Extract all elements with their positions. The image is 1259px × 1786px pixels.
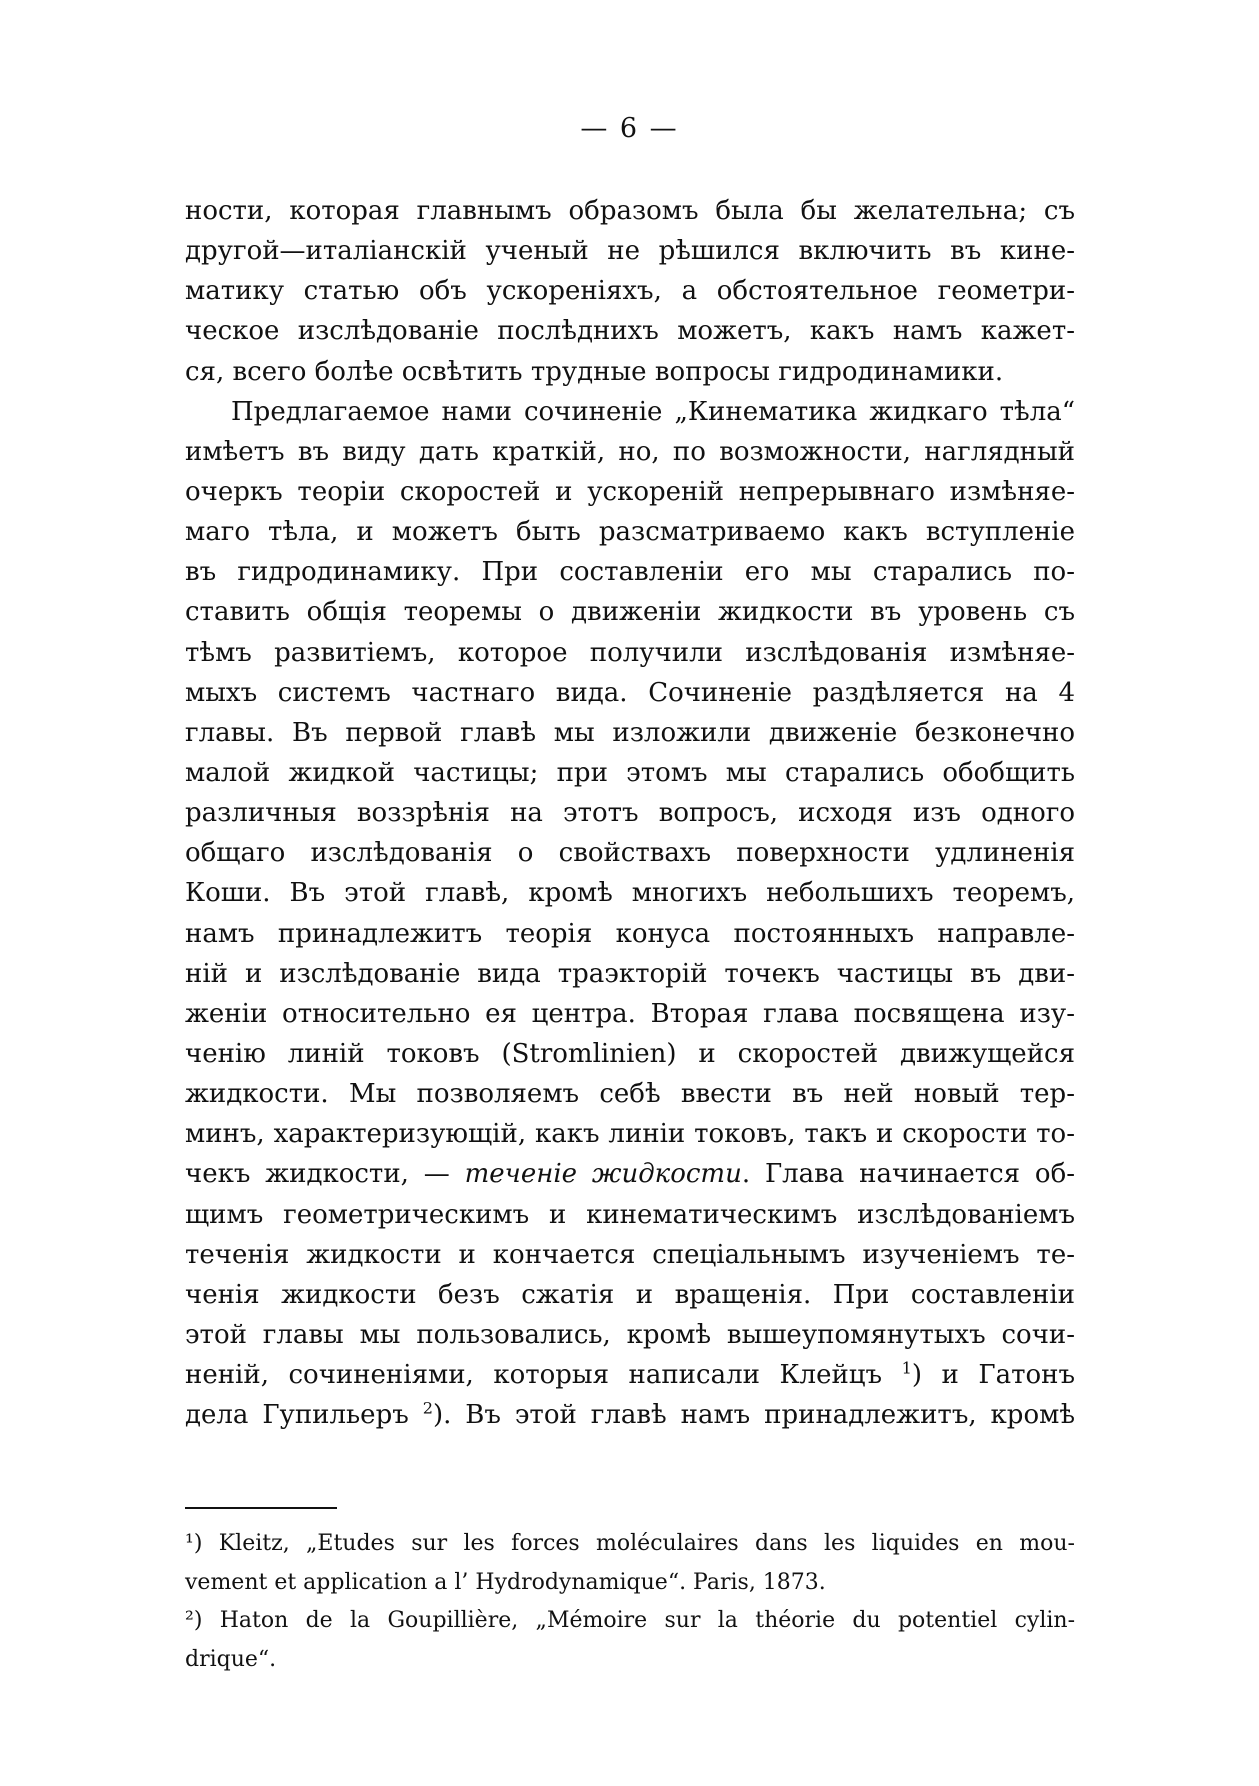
- text-segment: ). Въ этой главѣ намъ принадлежитъ, кромѣ: [432, 1400, 1076, 1431]
- main-text: [185, 191, 1075, 1435]
- text-segment: ) и Гатонъ: [911, 1360, 1075, 1391]
- text-line: мыхъ системъ частнаго вида. Сочиненіе раздѣляется на 4: [185, 677, 1075, 708]
- text-line: различныя воззрѣнія на этотъ вопросъ, исходя изъ одного: [185, 798, 1075, 829]
- text-line: ченію линій токовъ (Stromlinien) и скоростей движущейся: [185, 1038, 1075, 1069]
- footnote-ref: 2: [422, 1398, 433, 1418]
- text-line: женіи относительно ея центра. Вторая глава посвящена изу-: [185, 998, 1075, 1029]
- text-line: маго тѣла, и можетъ быть разсматриваемо какъ вступленіе: [185, 517, 1075, 548]
- text-line: другой—италіанскій ученый не рѣшился включить въ кине-: [185, 236, 1075, 267]
- text-line: ся, всего болѣе освѣтить трудные вопросы гидродинамики.: [185, 356, 1004, 387]
- footnote-line: drique“.: [185, 1646, 277, 1672]
- text-line: ности, которая главнымъ образомъ была бы желательна; съ: [185, 196, 1075, 226]
- footnote-ref: 1: [901, 1358, 912, 1378]
- text-line: ній и изслѣдованіе вида траэкторій точекъ частицы въ дви-: [185, 958, 1075, 989]
- text-line: очеркъ теоріи скоростей и ускореній непрерывнаго измѣняе-: [185, 476, 1075, 507]
- text-segment: неній, сочиненіями, которыя написали Клейцъ: [185, 1360, 883, 1391]
- text-line: въ гидродинамику. При составленіи его мы старались по-: [185, 557, 1075, 588]
- text-line: жидкости. Мы позволяемъ себѣ ввести въ ней новый тер-: [185, 1079, 1075, 1110]
- text-segment: чекъ жидкости, —: [185, 1159, 450, 1190]
- footnotes: [185, 1525, 1075, 1679]
- text-line: главы. Въ первой главѣ мы изложили движеніе безконечно: [185, 717, 1075, 748]
- text-line: ченія жидкости безъ сжатія и вращенія. При составленіи: [185, 1279, 1075, 1310]
- text-line: щимъ геометрическимъ и кинематическимъ изслѣдованіемъ: [185, 1199, 1075, 1230]
- text-segment: . Глава начинается об-: [741, 1159, 1076, 1190]
- footnote-line: vement et application a l’ Hydrodynamique“. Paris, 1873.: [185, 1569, 826, 1595]
- text-line: имѣетъ въ виду дать краткій, но, по возможности, наглядный: [185, 436, 1075, 467]
- text-line: намъ принадлежитъ теорія конуса постоянныхъ направле-: [185, 918, 1075, 949]
- text-line: ставить общія теоремы о движеніи жидкости въ уровень съ: [185, 597, 1075, 628]
- text-line: тѣмъ развитіемъ, которое получили изслѣдованія измѣняе-: [185, 637, 1075, 668]
- text-line: Коши. Въ этой главѣ, кромѣ многихъ небольшихъ теоремъ,: [185, 878, 1075, 909]
- paragraph-start-line: Предлагаемое нами сочиненіе „Кинематика жидкаго тѣла“: [231, 396, 1075, 427]
- text-segment: дела Гупильеръ: [185, 1400, 409, 1431]
- page-number: — 6 —: [580, 113, 679, 144]
- text-line: этой главы мы пользовались, кромѣ вышеупомянутыхъ сочи-: [185, 1319, 1075, 1350]
- text-line: минъ, характеризующій, какъ линіи токовъ, такъ и скорости то-: [185, 1119, 1075, 1150]
- text-line: общаго изслѣдованія о свойствахъ поверхности удлиненія: [185, 838, 1075, 869]
- footnote-line: ²) Haton de la Goupillière, „Mémoire sur la théorie du potentiel cylin-: [185, 1608, 1075, 1633]
- footnote-divider: [185, 1507, 337, 1509]
- text-line: теченія жидкости и кончается спеціальнымъ изученіемъ те-: [185, 1239, 1075, 1270]
- italic-term: теченіе жидкости: [464, 1159, 742, 1190]
- text-line: малой жидкой частицы; при этомъ мы старались обобщить: [185, 757, 1075, 788]
- text-line-with-footnote-ref: [185, 1395, 1075, 1435]
- text-line-with-footnote-ref: [185, 1355, 1075, 1395]
- text-line: матику статью объ ускореніяхъ, а обстоятельное геометри-: [185, 276, 1075, 307]
- text-line: ческое изслѣдованіе послѣднихъ можетъ, какъ намъ кажет-: [185, 316, 1075, 347]
- text-line-with-italic: [185, 1154, 1075, 1194]
- footnote-line: ¹) Kleitz, „Etudes sur les forces moléculaires dans les liquides en mou-: [185, 1531, 1075, 1556]
